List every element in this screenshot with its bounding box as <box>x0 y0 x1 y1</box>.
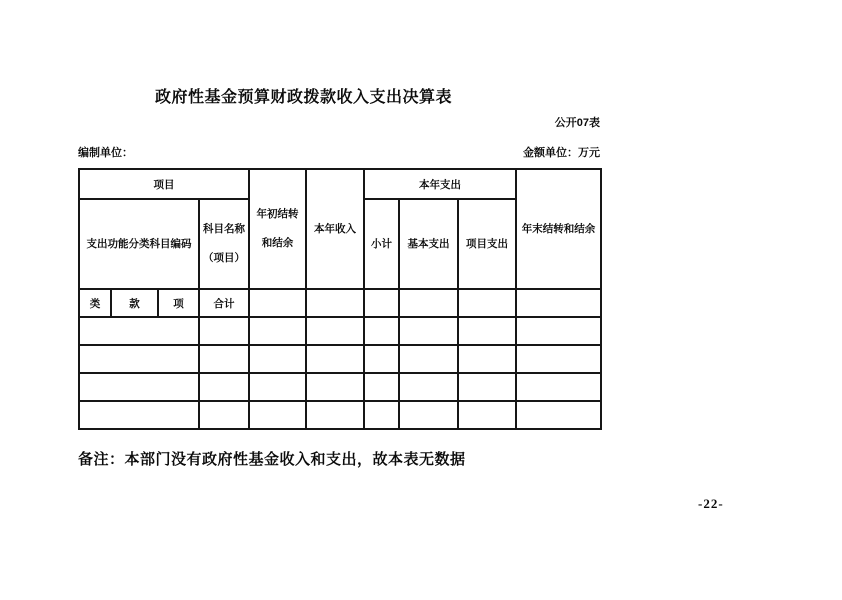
empty-data-cell <box>79 401 199 429</box>
amount-unit-label: 金额单位：万元 <box>523 147 600 159</box>
empty-data-cell <box>79 317 199 345</box>
header-basic-expenditure: 基本支出 <box>399 199 458 289</box>
header-project-expenditure: 项目支出 <box>458 199 516 289</box>
empty-data-row <box>79 401 601 429</box>
empty-data-cell <box>399 373 458 401</box>
units-row <box>78 144 600 160</box>
empty-data-row <box>79 345 601 373</box>
empty-data-cell <box>458 345 516 373</box>
empty-data-cell <box>516 317 601 345</box>
total-cell <box>306 289 364 317</box>
fund-budget-table <box>78 168 602 430</box>
empty-data-cell <box>458 317 516 345</box>
header-expenditure-function-code: 支出功能分类科目编码 <box>79 199 199 289</box>
total-cell <box>249 289 306 317</box>
empty-data-cell <box>306 401 364 429</box>
total-cell <box>458 289 516 317</box>
header-row-1 <box>79 169 601 199</box>
empty-data-cell <box>399 401 458 429</box>
empty-data-cell <box>306 345 364 373</box>
header-opening-balance: 年初结转和结余 <box>249 169 306 289</box>
empty-data-cell <box>249 317 306 345</box>
header-current-year-expenditure: 本年支出 <box>364 169 516 199</box>
empty-data-cell <box>306 317 364 345</box>
note-text: 备注：本部门没有政府性基金收入和支出，故本表无数据 <box>78 452 466 468</box>
empty-data-cell <box>249 345 306 373</box>
total-cell <box>516 289 601 317</box>
header-category: 类 <box>79 289 111 317</box>
empty-data-cell <box>199 373 249 401</box>
empty-data-cell <box>399 317 458 345</box>
total-cell <box>399 289 458 317</box>
empty-data-cell <box>249 401 306 429</box>
empty-data-cell <box>516 401 601 429</box>
empty-data-cell <box>364 401 399 429</box>
empty-data-row <box>79 317 601 345</box>
prepared-by-label: 编制单位： <box>78 147 133 159</box>
header-closing-balance: 年末结转和结余 <box>516 169 601 289</box>
header-subject-name: 科目名称（项目） <box>199 199 249 289</box>
header-section: 款 <box>111 289 158 317</box>
empty-data-cell <box>249 373 306 401</box>
empty-data-cell <box>199 401 249 429</box>
page-title: 政府性基金预算财政拨款收入支出决算表 <box>155 89 453 106</box>
total-cell <box>364 289 399 317</box>
empty-data-cell <box>458 373 516 401</box>
header-subtotal: 小计 <box>364 199 399 289</box>
empty-data-row <box>79 373 601 401</box>
header-item-group: 项目 <box>79 169 249 199</box>
empty-data-cell <box>458 401 516 429</box>
header-item: 项 <box>158 289 199 317</box>
empty-data-cell <box>199 317 249 345</box>
empty-data-cell <box>79 373 199 401</box>
empty-data-cell <box>199 345 249 373</box>
header-current-year-income: 本年收入 <box>306 169 364 289</box>
empty-data-rows <box>79 317 601 429</box>
form-code-label: 公开07表 <box>554 117 600 129</box>
total-row-label: 合计 <box>199 289 249 317</box>
empty-data-cell <box>364 373 399 401</box>
total-row <box>79 289 601 317</box>
page-number: -22- <box>698 496 724 511</box>
empty-data-cell <box>79 345 199 373</box>
empty-data-cell <box>364 345 399 373</box>
empty-data-cell <box>516 373 601 401</box>
empty-data-cell <box>516 345 601 373</box>
empty-data-cell <box>306 373 364 401</box>
empty-data-cell <box>399 345 458 373</box>
empty-data-cell <box>364 317 399 345</box>
